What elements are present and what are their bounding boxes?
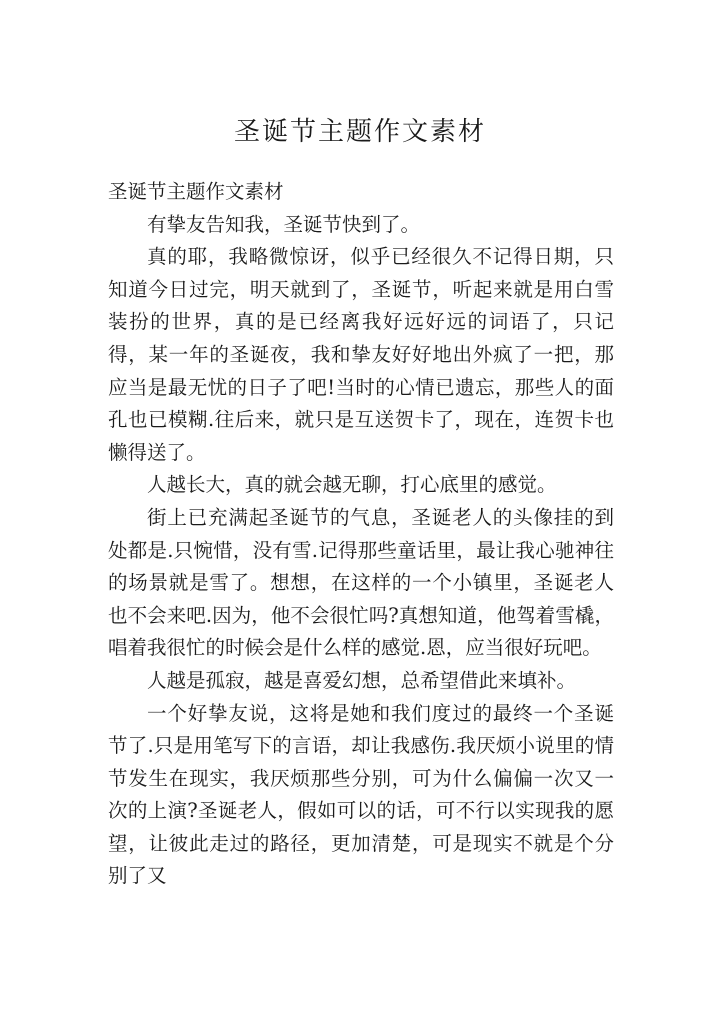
document-body — [108, 176, 614, 893]
document-title: 圣诞节主题作文素材 — [233, 117, 486, 147]
paragraph-5: 人越是孤寂，越是喜爱幻想，总希望借此来填补。 — [147, 668, 577, 692]
paragraph-6: 一个好挚友说，这将是她和我们度过的最终一个圣诞节了.只是用笔写下的言语，却让我感伤.我厌烦小说里的情节发生在现实，我厌烦那些分别，可为什么偏偏一次又一次的上演?圣诞老人，假如可以的话，可不行以实现我的愿望，让彼此走过的路径，更加清楚，可是现实不就是个分别了又 — [108, 701, 614, 888]
paragraph-1: 有挚友告知我，圣诞节快到了。 — [147, 212, 421, 236]
document-subtitle: 圣诞节主题作文素材 — [108, 180, 284, 203]
paragraph-4: 街上已充满起圣诞节的气息，圣诞老人的头像挂的到处都是.只惋惜，没有雪.记得那些童话里，最让我心驰神往的场景就是雪了。想想，在这样的一个小镇里，圣诞老人也不会来吧.因为，他不会很忙吗?真想知道，他驾着雪橇，唱着我很忙的时候会是什么样的感觉.恩，应当很好玩吧。 — [108, 505, 614, 660]
paragraph-2: 真的耶，我略微惊讶，似乎已经很久不记得日期，只知道今日过完，明天就到了，圣诞节，听起来就是用白雪装扮的世界，真的是已经离我好远好远的词语了，只记得，某一年的圣诞夜，我和挚友好好地出外疯了一把，那应当是最无忧的日子了吧!当时的心情已遗忘，那些人的面孔也已模糊.往后来，就只是互送贺卡了，现在，连贺卡也懒得送了。 — [108, 245, 614, 464]
paragraph-3: 人越长大，真的就会越无聊，打心底里的感觉。 — [147, 473, 557, 497]
